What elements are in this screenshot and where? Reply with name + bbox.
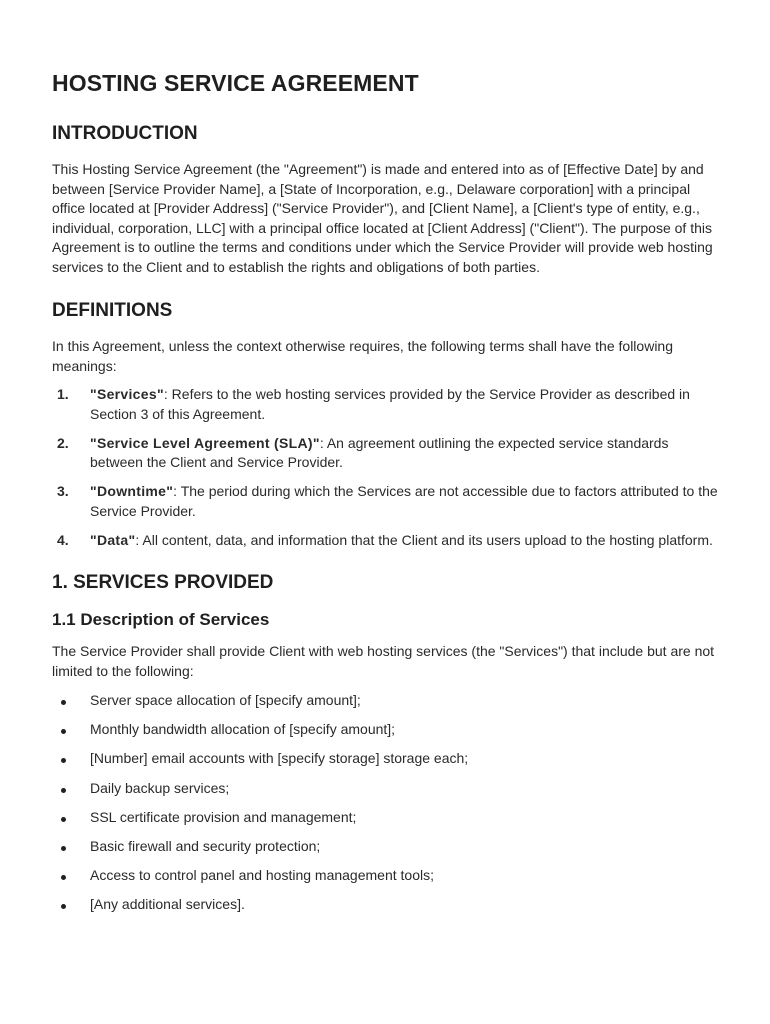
list-item-text: SSL certificate provision and management; xyxy=(90,808,357,825)
definitions-heading: DEFINITIONS xyxy=(52,300,173,321)
bullet-icon xyxy=(61,700,66,705)
services-subheading: 1.1 Description of Services xyxy=(52,610,270,629)
bullet-icon xyxy=(61,788,66,793)
list-item xyxy=(52,808,718,828)
definition-text: : An agreement outlining the expected service standards between the Client and Service Provider. xyxy=(90,434,669,470)
services-heading: 1. SERVICES PROVIDED xyxy=(52,572,274,593)
definition-number: 1. xyxy=(57,386,69,402)
introduction-heading: INTRODUCTION xyxy=(52,123,198,144)
definition-text: : The period during which the Services are not accessible due to factors attributed to the Service Provider. xyxy=(90,483,718,519)
definition-term: "Services" xyxy=(90,386,164,402)
bullet-icon xyxy=(61,817,66,822)
definitions-list xyxy=(52,385,718,550)
list-item xyxy=(52,691,718,711)
list-item xyxy=(52,866,718,886)
services-list xyxy=(52,691,718,915)
definition-item xyxy=(52,482,718,521)
list-item-text: Server space allocation of [specify amount]; xyxy=(90,692,361,708)
definition-number: 4. xyxy=(57,531,69,548)
definition-number: 2. xyxy=(57,434,69,451)
definition-term: "Service Level Agreement (SLA)" xyxy=(90,434,320,451)
definition-term: "Downtime" xyxy=(90,483,174,499)
bullet-icon xyxy=(61,846,66,851)
list-item xyxy=(52,779,718,799)
list-item-text: Basic firewall and security protection; xyxy=(90,837,321,854)
definition-text: : All content, data, and information that the Client and its users upload to the hosting platform. xyxy=(135,531,713,548)
services-intro: The Service Provider shall provide Client with web hosting services (the "Services") that include but are not limited to the following: xyxy=(52,643,715,679)
definition-item xyxy=(52,531,718,551)
definition-text: : Refers to the web hosting services provided by the Service Provider as described in Section 3 of this Agreement. xyxy=(90,386,690,422)
bullet-icon xyxy=(61,758,66,763)
definition-number: 3. xyxy=(57,483,69,499)
list-item xyxy=(52,837,718,857)
list-item xyxy=(52,749,718,769)
definition-term: "Data" xyxy=(90,531,136,548)
list-item-text: Monthly bandwidth allocation of [specify amount]; xyxy=(90,721,396,738)
bullet-icon xyxy=(61,904,66,909)
definition-item xyxy=(52,434,718,473)
definitions-intro: In this Agreement, unless the context otherwise requires, the following terms shall have the following meanings: xyxy=(52,338,673,374)
list-item xyxy=(52,720,718,740)
introduction-text: This Hosting Service Agreement (the "Agreement") is made and entered into as of [Effective Date] by and between [Service Provider Name], a [State of Incorporation, e.g., Delaware corporation] with a principal office located at [Provider Address] ("Service Provider"), and [Client Name], a [Client's type of entity, e.g., individual, corporation, LLC] with a principal office located at [Client Address] ("Client"). The purpose of this Agreement is to outline the terms and conditions under which the Service Provider will provide web hosting services to the Client and to establish the rights and obligations of both parties. xyxy=(52,161,713,275)
bullet-icon xyxy=(61,729,66,734)
definition-item xyxy=(52,385,718,424)
document-title: HOSTING SERVICE AGREEMENT xyxy=(52,70,419,96)
list-item xyxy=(52,895,718,915)
list-item-text: Access to control panel and hosting management tools; xyxy=(90,867,434,884)
list-item-text: Daily backup services; xyxy=(90,779,230,796)
bullet-icon xyxy=(61,875,66,880)
list-item-text: [Number] email accounts with [specify storage] storage each; xyxy=(90,750,469,767)
list-item-text: [Any additional services]. xyxy=(90,896,245,913)
